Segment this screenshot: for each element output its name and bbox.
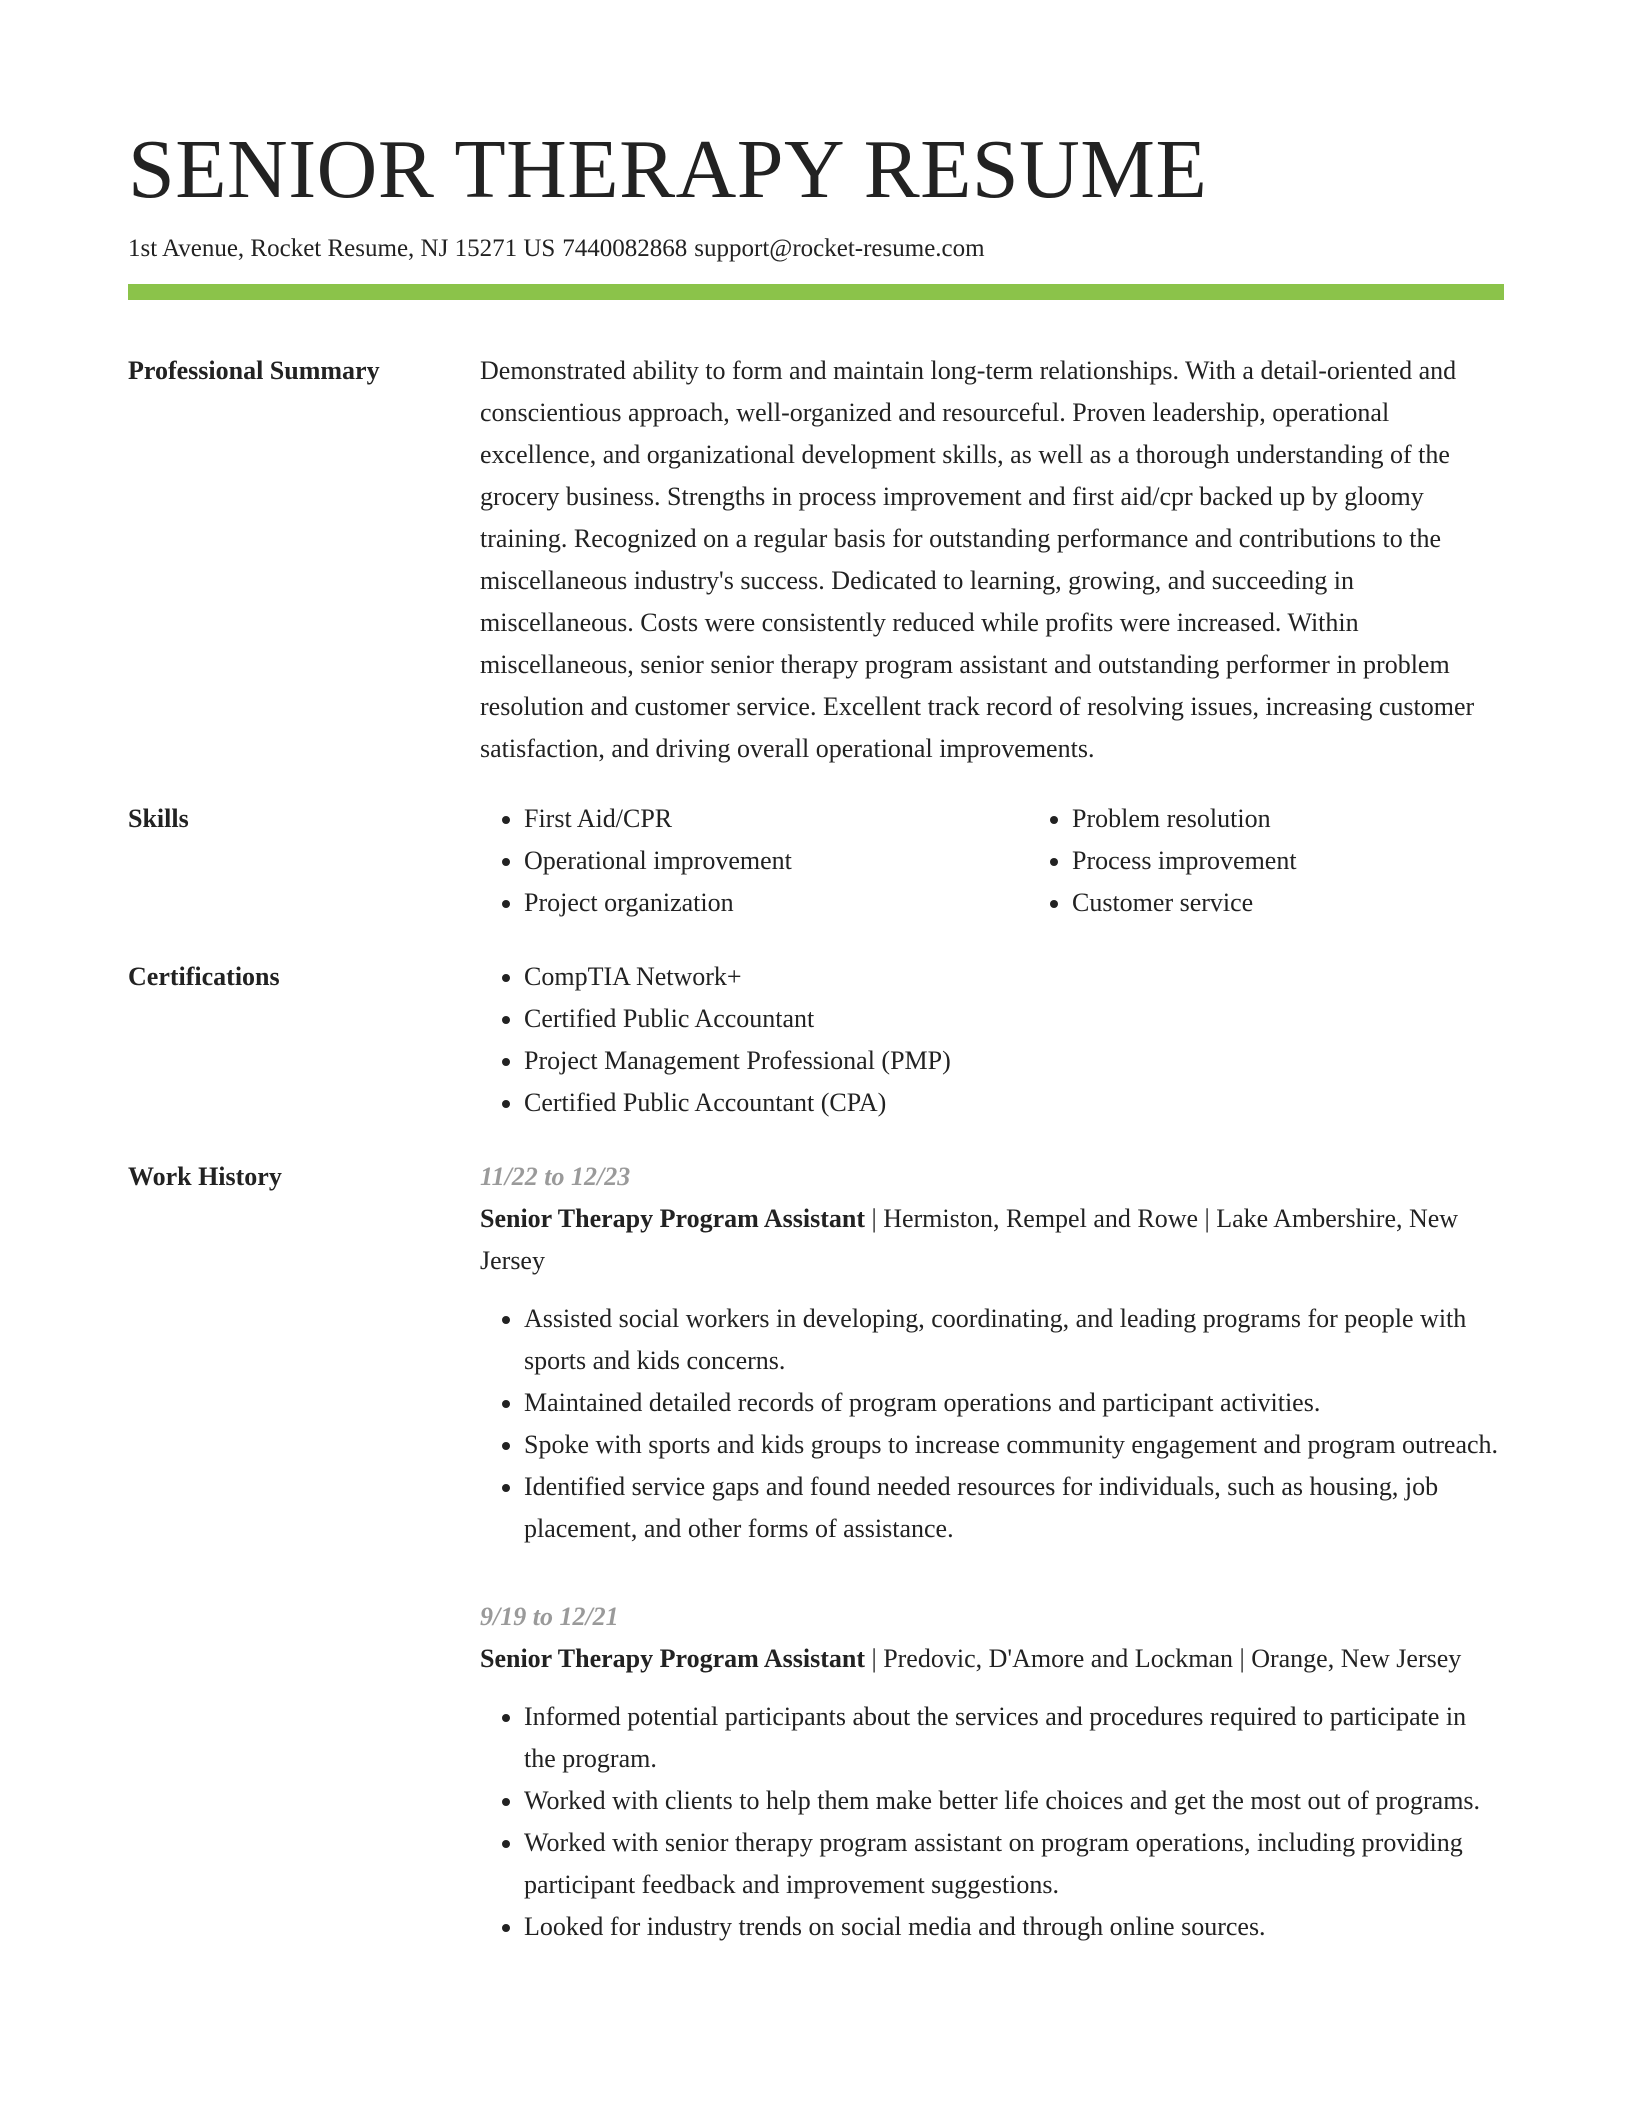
skill-item: • Operational improvement: [524, 840, 1028, 882]
work-history-section: [128, 1156, 1504, 1948]
certifications-label: Certifications: [128, 962, 280, 991]
resume-title: SENIOR THERAPY RESUME: [128, 123, 1208, 216]
skills-label: Skills: [128, 804, 189, 833]
job-entry: [480, 1596, 1504, 1948]
job-bullet: • Assisted social workers in developing, coordinating, and leading programs for people with sports and kids concerns.: [524, 1298, 1504, 1382]
job-bullet: • Worked with senior therapy program assistant on program operations, including providing participant feedback and improvement suggestions.: [524, 1822, 1504, 1906]
certification-item: • Certified Public Accountant (CPA): [524, 1082, 1504, 1124]
job-bullet: • Maintained detailed records of program operations and participant activities.: [524, 1382, 1504, 1424]
job-bullets: [480, 1298, 1504, 1550]
certifications-list: [480, 956, 1504, 1124]
contact-address: 1st Avenue, Rocket Resume, NJ 15271 US: [128, 235, 556, 262]
work-history-label: Work History: [128, 1162, 282, 1191]
job-title: Senior Therapy Program Assistant: [480, 1644, 865, 1673]
job-employer-location: | Hermiston, Rempel and Rowe | Lake Ambershire, New Jersey: [480, 1204, 1459, 1275]
contact-email: support@rocket-resume.com: [694, 235, 985, 262]
skill-item: • Problem resolution: [1072, 798, 1576, 840]
job-employer-location: | Predovic, D'Amore and Lockman | Orange, New Jersey: [864, 1644, 1462, 1673]
skills-grid: [480, 798, 1576, 924]
contact-phone: 7440082868: [562, 235, 688, 262]
certification-item: • Certified Public Accountant: [524, 998, 1504, 1040]
certification-item: • CompTIA Network+: [524, 956, 1504, 998]
job-bullet: • Spoke with sports and kids groups to increase community engagement and program outreach.: [524, 1424, 1504, 1466]
summary-section: [128, 350, 1504, 770]
certifications-section: [128, 956, 1504, 1124]
resume-page: [128, 120, 1504, 1948]
skills-column-right: [1028, 798, 1576, 924]
summary-text: Demonstrated ability to form and maintain long-term relationships. With a detail-oriented and conscientious approach, well-organized and resourceful. Proven leadership, operational excellence, and organizational development skills, as well as a thorough understanding of the grocery business. Strengths in process improvement and first aid/cpr backed up by gloomy training. Recognized on a regular basis for outstanding performance and contributions to the miscellaneous industry's success. Dedicated to learning, growing, and succeeding in miscellaneous. Costs were consistently reduced while profits were increased. Within miscellaneous, senior senior therapy program assistant and outstanding performer in problem resolution and customer service. Excellent track record of resolving issues, increasing customer satisfaction, and driving overall operational improvements.: [480, 356, 1475, 763]
job-bullet: • Worked with clients to help them make better life choices and get the most out of programs.: [524, 1780, 1504, 1822]
summary-label: Professional Summary: [128, 356, 380, 385]
skill-item: • First Aid/CPR: [524, 798, 1028, 840]
skills-section: [128, 798, 1504, 924]
header-accent-rule: [128, 284, 1504, 300]
job-bullet: • Looked for industry trends on social media and through online sources.: [524, 1906, 1504, 1948]
job-dates: 9/19 to 12/21: [480, 1602, 619, 1631]
skills-column-left: [480, 798, 1028, 924]
job-bullets: [480, 1696, 1504, 1948]
job-bullet: • Informed potential participants about the services and procedures required to participate in the program.: [524, 1696, 1504, 1780]
job-dates: 11/22 to 12/23: [480, 1162, 631, 1191]
skill-item: • Project organization: [524, 882, 1028, 924]
certification-item: • Project Management Professional (PMP): [524, 1040, 1504, 1082]
skill-item: • Customer service: [1072, 882, 1576, 924]
job-heading: [480, 1638, 1504, 1680]
job-entry: [480, 1156, 1504, 1550]
job-title: Senior Therapy Program Assistant: [480, 1204, 865, 1233]
job-bullet: • Identified service gaps and found needed resources for individuals, such as housing, job placement, and other forms of assistance.: [524, 1466, 1504, 1550]
contact-line: [128, 232, 1504, 266]
job-heading: [480, 1198, 1504, 1282]
skill-item: • Process improvement: [1072, 840, 1576, 882]
